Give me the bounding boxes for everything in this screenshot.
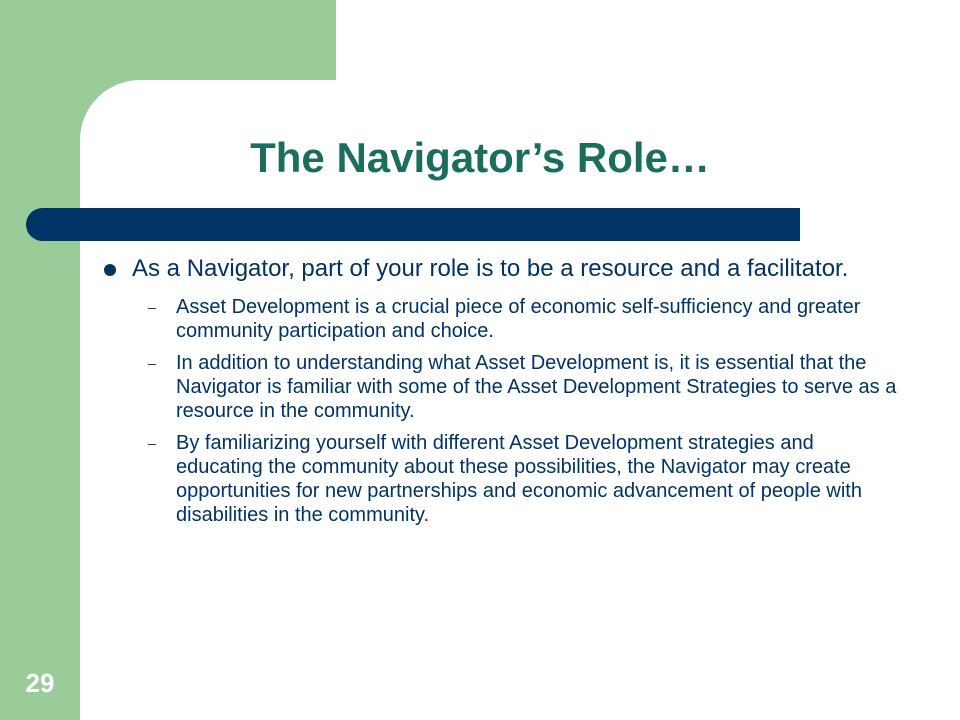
bullet-text: As a Navigator, part of your role is to be a resource and a facilitator. — [132, 255, 849, 282]
dash-marker: – — [148, 435, 156, 451]
dash-marker: – — [148, 299, 156, 315]
top-green-band — [0, 0, 336, 80]
bullet-item — [100, 254, 900, 283]
sub-bullet-item — [100, 295, 900, 343]
slide-content — [100, 254, 900, 535]
slide-number: 29 — [25, 668, 55, 698]
dash-marker: – — [148, 355, 156, 371]
sub-bullet-item — [100, 431, 900, 527]
title-underline-bar — [26, 208, 800, 241]
left-green-band — [0, 0, 80, 720]
trailing-period: . — [423, 504, 430, 526]
sub-bullet-text: In addition to understanding what Asset Development is, it is essential that the Navigator is familiar with some of the Asset Development Strategies to serve as a resource in the community. — [176, 352, 897, 422]
sub-bullet-item — [100, 351, 900, 423]
sub-bullet-text: Asset Development is a crucial piece of economic self-sufficiency and greater community participation and choice. — [176, 296, 861, 342]
bullet-dot-icon — [104, 264, 116, 276]
slide-title: The Navigator’s Role… — [250, 134, 710, 181]
sub-bullet-text: By familiarizing yourself with different Asset Development strategies and educating the community about these possibilities, the Navigator may create opportunities for new partnerships and economic advancement of people with disabilities in the community — [176, 432, 862, 526]
